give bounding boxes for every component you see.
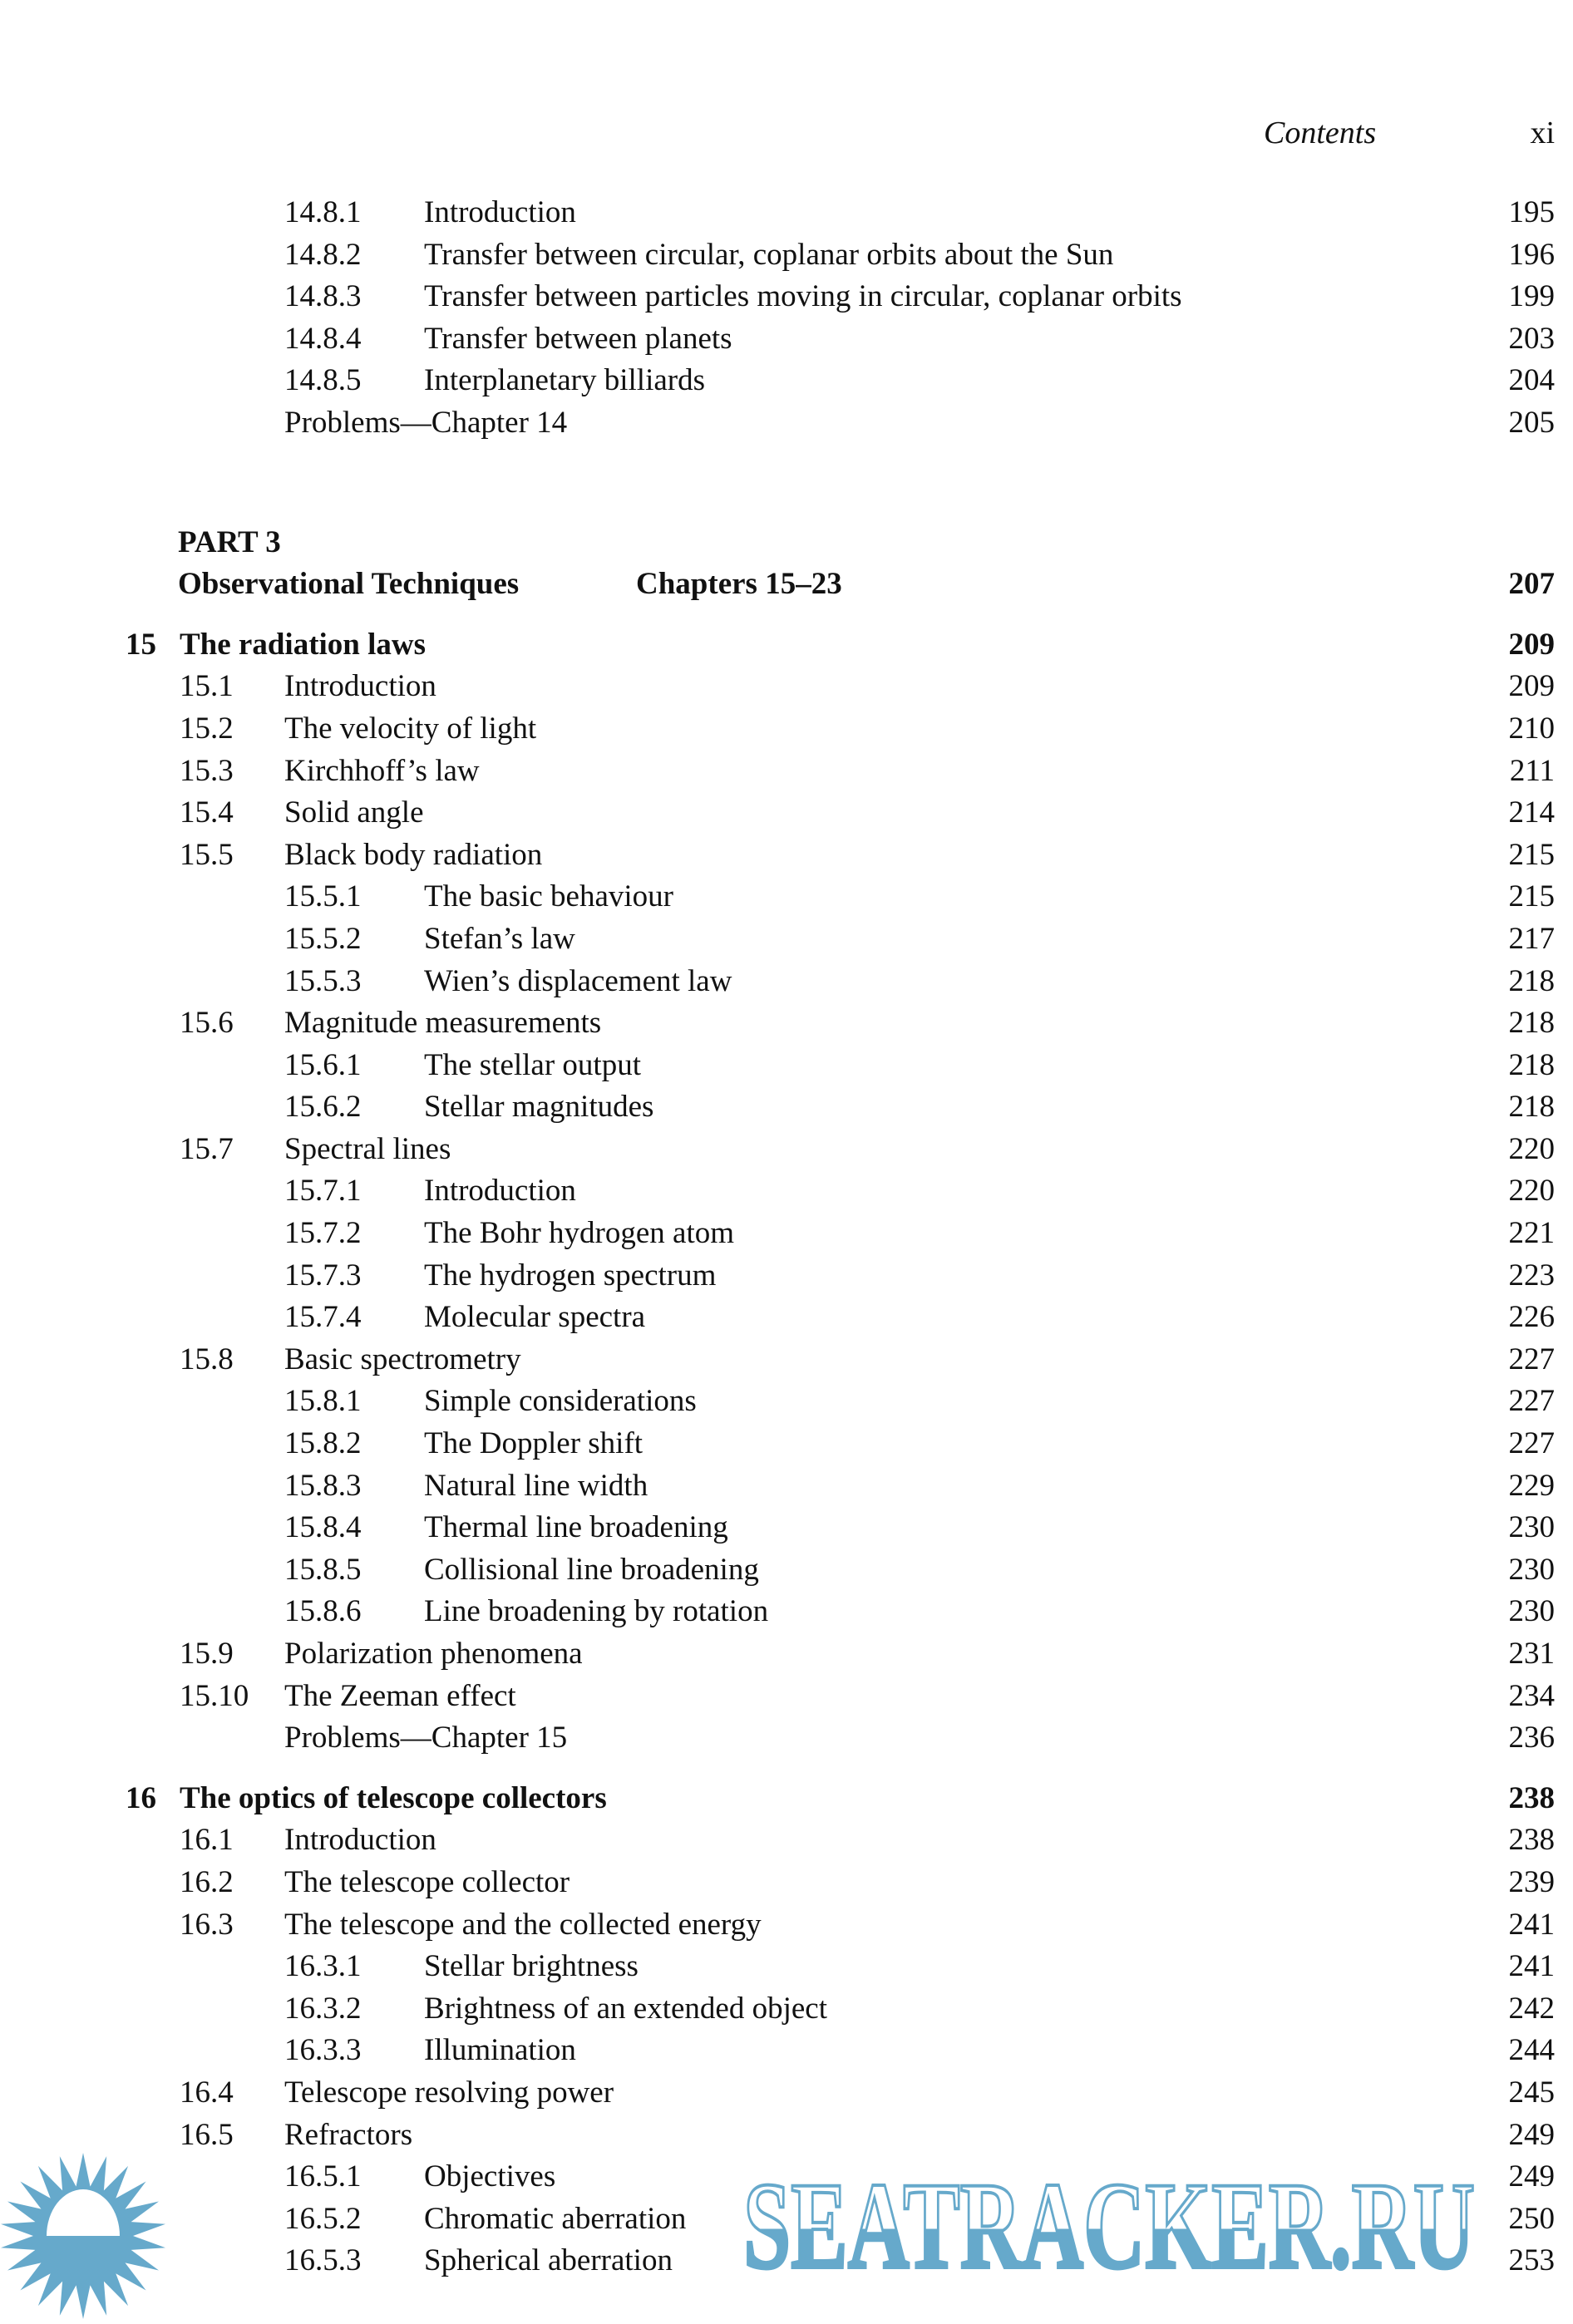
section-number: 16.4: [180, 2075, 234, 2110]
section-title: Telescope resolving power: [284, 2075, 614, 2110]
section-number: 16.3: [180, 1907, 234, 1942]
section-number: 14.8.5: [284, 363, 362, 398]
section-number: 14.8.4: [284, 321, 362, 356]
section-number: 16.5.2: [284, 2201, 362, 2236]
toc-entry: [0, 1717, 1573, 1760]
section-title: Basic spectrometry: [284, 1342, 521, 1376]
section-number: 15.6.2: [284, 1090, 362, 1125]
toc-entry: [0, 1381, 1573, 1423]
section-number: 14.8.2: [284, 237, 362, 272]
section-title: Spectral lines: [284, 1131, 451, 1166]
page-number: 218: [1508, 1006, 1555, 1041]
section-number: 15.8.2: [284, 1426, 362, 1461]
section-title: Polarization phenomena: [284, 1637, 583, 1671]
toc-entry: [0, 835, 1573, 877]
section-number: 16.3.1: [284, 1949, 362, 1984]
section-title: Observational Techniques: [178, 567, 520, 602]
page-number: 195: [1508, 195, 1555, 229]
section-number: 15.6: [180, 1006, 234, 1041]
page-number: 221: [1508, 1216, 1555, 1251]
page-number: 218: [1508, 963, 1555, 998]
section-title: The telescope collector: [284, 1864, 570, 1899]
section-number: 15.7.4: [284, 1300, 362, 1335]
toc-entry: [0, 1507, 1573, 1549]
section-number: 15.7.2: [284, 1216, 362, 1251]
toc-entry: [0, 1129, 1573, 1171]
page-number: xi: [1530, 116, 1555, 150]
toc-part: [0, 522, 1573, 564]
page-number: 203: [1508, 321, 1555, 356]
section-title: Chromatic aberration: [424, 2201, 687, 2236]
section-number: 15: [126, 627, 156, 662]
running-header-title: Contents: [1264, 116, 1377, 150]
section-title: The basic behaviour: [424, 879, 673, 914]
section-number: 16.5.1: [284, 2159, 362, 2194]
section-number: 14.8.3: [284, 279, 362, 314]
section-number: 14.8.1: [284, 195, 362, 229]
section-number: 15.8.4: [284, 1510, 362, 1545]
section-number: 15.8.3: [284, 1468, 362, 1503]
section-title: The hydrogen spectrum: [424, 1258, 717, 1292]
page-number: 242: [1508, 1991, 1555, 2026]
section-title: The Doppler shift: [424, 1426, 644, 1461]
toc-entry: [0, 918, 1573, 961]
page-number: 204: [1508, 363, 1555, 398]
page-number: 239: [1508, 1864, 1555, 1899]
page-number: 207: [1508, 567, 1555, 602]
section-number: 15.9: [180, 1637, 234, 1671]
page-number: 229: [1508, 1468, 1555, 1503]
section-number: 15.1: [180, 669, 234, 704]
toc-entry: [0, 1549, 1573, 1592]
page-number: 220: [1508, 1174, 1555, 1209]
section-title: Introduction: [284, 1823, 436, 1858]
toc-entry: [0, 1465, 1573, 1508]
page-number: 231: [1508, 1637, 1555, 1671]
section-title: Transfer between particles moving in circular, coplanar orbits: [424, 279, 1182, 314]
toc-entry: [0, 1213, 1573, 1255]
toc-part: [0, 564, 1573, 606]
section-number: 15.4: [180, 795, 234, 830]
page-number: 214: [1508, 795, 1555, 830]
watermark-text: SEATRACKER.RU: [743, 2166, 1475, 2282]
page-number: 211: [1509, 753, 1555, 788]
page-number: 218: [1508, 1047, 1555, 1082]
section-number: 15.8.5: [284, 1552, 362, 1587]
section-number: 16: [126, 1780, 156, 1815]
toc-entry: [0, 1904, 1573, 1947]
page-number: 234: [1508, 1678, 1555, 1713]
page-number: 249: [1508, 2159, 1555, 2194]
section-title: Problems—Chapter 15: [284, 1721, 568, 1755]
page-number: 241: [1508, 1907, 1555, 1942]
section-title: Black body radiation: [284, 837, 543, 872]
section-title: The radiation laws: [180, 627, 427, 662]
section-title: The stellar output: [424, 1047, 641, 1082]
section-title: PART 3: [178, 524, 281, 559]
toc-chapter: [0, 624, 1573, 667]
section-title: Natural line width: [424, 1468, 648, 1503]
page-number: 250: [1508, 2201, 1555, 2236]
toc-entry: [0, 666, 1573, 708]
page-number: 217: [1508, 921, 1555, 956]
page-number: 230: [1508, 1552, 1555, 1587]
page-number: 205: [1508, 405, 1555, 440]
toc-entry: [0, 360, 1573, 402]
section-number: 15.8.1: [284, 1384, 362, 1419]
toc-entry: [0, 402, 1573, 445]
page-number: 223: [1508, 1258, 1555, 1292]
section-title: Simple considerations: [424, 1384, 697, 1419]
toc-entry: [0, 1045, 1573, 1087]
watermark-text-box: [740, 2166, 1480, 2282]
page-number: 230: [1508, 1510, 1555, 1545]
section-title: Molecular spectra: [424, 1300, 646, 1335]
section-title: The optics of telescope collectors: [180, 1780, 607, 1815]
section-number: 15.5.3: [284, 963, 362, 998]
page-number: 238: [1508, 1823, 1555, 1858]
section-title: Spherical aberration: [424, 2243, 673, 2278]
toc-entry: [0, 1297, 1573, 1339]
page-number: 227: [1508, 1384, 1555, 1419]
page-number: 220: [1508, 1131, 1555, 1166]
toc-entry: [0, 318, 1573, 361]
section-title: Problems—Chapter 14: [284, 405, 568, 440]
toc-entry: [0, 961, 1573, 1003]
page-number: 238: [1508, 1780, 1555, 1815]
page-number: 253: [1508, 2243, 1555, 2278]
section-title: Kirchhoff’s law: [284, 753, 480, 788]
section-title: The velocity of light: [284, 711, 537, 746]
sun-icon: [1, 2153, 165, 2319]
section-title: Introduction: [284, 669, 436, 704]
toc-entry: [0, 1988, 1573, 2031]
page-number: 210: [1508, 711, 1555, 746]
section-title: The telescope and the collected energy: [284, 1907, 762, 1942]
page-number: 230: [1508, 1594, 1555, 1629]
page-number: 215: [1508, 837, 1555, 872]
section-number: 15.6.1: [284, 1047, 362, 1082]
page-number: 244: [1508, 2033, 1555, 2068]
page-number: 218: [1508, 1090, 1555, 1125]
section-title: Brightness of an extended object: [424, 1991, 827, 2026]
toc-entry: [0, 876, 1573, 918]
section-number: 15.8: [180, 1342, 234, 1376]
page-number: 196: [1508, 237, 1555, 272]
page-number: 236: [1508, 1721, 1555, 1755]
toc-entry: [0, 276, 1573, 318]
toc-entry: [0, 792, 1573, 835]
toc-entry: [0, 2115, 1573, 2157]
toc-entry: [0, 1946, 1573, 1988]
toc-entry: [0, 1423, 1573, 1465]
section-number: 15.5: [180, 837, 234, 872]
section-title: Illumination: [424, 2033, 576, 2068]
section-title: The Zeeman effect: [284, 1678, 516, 1713]
page-number: 209: [1508, 669, 1555, 704]
section-number: 16.5.3: [284, 2243, 362, 2278]
toc-entry: [0, 1002, 1573, 1045]
section-number: 15.7.1: [284, 1174, 362, 1209]
toc-chapter: [0, 1778, 1573, 1820]
toc-entry: [0, 1862, 1573, 1904]
section-title: Stellar magnitudes: [424, 1090, 654, 1125]
section-number: 15.7.3: [284, 1258, 362, 1292]
section-title: Thermal line broadening: [424, 1510, 728, 1545]
section-number: 15.8.6: [284, 1594, 362, 1629]
section-title: Refractors: [284, 2117, 413, 2152]
section-title: Introduction: [424, 1174, 576, 1209]
toc-entry: [0, 1819, 1573, 1862]
page-number: 245: [1508, 2075, 1555, 2110]
section-title: Introduction: [424, 195, 576, 229]
section-title: Objectives: [424, 2159, 556, 2194]
page-number: 249: [1508, 2117, 1555, 2152]
section-title: Transfer between circular, coplanar orbits about the Sun: [424, 237, 1114, 272]
toc-entry: [0, 1170, 1573, 1213]
toc-entry: [0, 708, 1573, 751]
section-title: Stellar brightness: [424, 1949, 639, 1984]
page-number: 227: [1508, 1342, 1555, 1376]
watermark-logo: [0, 2149, 175, 2323]
section-title: Transfer between planets: [424, 321, 732, 356]
section-title: Collisional line broadening: [424, 1552, 759, 1587]
section-number: 16.3.3: [284, 2033, 362, 2068]
toc-entry: [0, 1591, 1573, 1633]
page-number: 215: [1508, 879, 1555, 914]
section-number: 15.10: [180, 1678, 249, 1713]
section-title: Interplanetary billiards: [424, 363, 706, 398]
section-number: 15.3: [180, 753, 234, 788]
section-number: 15.2: [180, 711, 234, 746]
section-number: 15.5.2: [284, 921, 362, 956]
section-title: Magnitude measurements: [284, 1006, 602, 1041]
toc-entry: [0, 2030, 1573, 2072]
section-title: Line broadening by rotation: [424, 1594, 769, 1629]
toc-entry: [0, 234, 1573, 277]
toc-entry: [0, 1633, 1573, 1676]
section-number: 16.5: [180, 2117, 234, 2152]
running-header: [0, 115, 1573, 156]
section-number: 15.5.1: [284, 879, 362, 914]
section-number: 16.2: [180, 1864, 234, 1899]
toc-entry: [0, 1255, 1573, 1297]
section-title: Stefan’s law: [424, 921, 575, 956]
toc-entry: [0, 751, 1573, 793]
page-number: 199: [1508, 279, 1555, 314]
toc-entry: [0, 192, 1573, 234]
section-number: 16.1: [180, 1823, 234, 1858]
section-number: 15.7: [180, 1131, 234, 1166]
toc-entry: [0, 1676, 1573, 1718]
page-number: 209: [1508, 627, 1555, 662]
page-number: 227: [1508, 1426, 1555, 1461]
section-title: Wien’s displacement law: [424, 963, 732, 998]
toc-entry: [0, 2072, 1573, 2115]
section-title: Solid angle: [284, 795, 424, 830]
section-title: The Bohr hydrogen atom: [424, 1216, 734, 1251]
table-of-contents: [0, 192, 1573, 2282]
toc-entry: [0, 1339, 1573, 1381]
toc-entry: [0, 1086, 1573, 1129]
page-number: 226: [1508, 1300, 1555, 1335]
section-number: 16.3.2: [284, 1991, 362, 2026]
part-chapters: Chapters 15–23: [636, 567, 842, 602]
page-number: 241: [1508, 1949, 1555, 1984]
